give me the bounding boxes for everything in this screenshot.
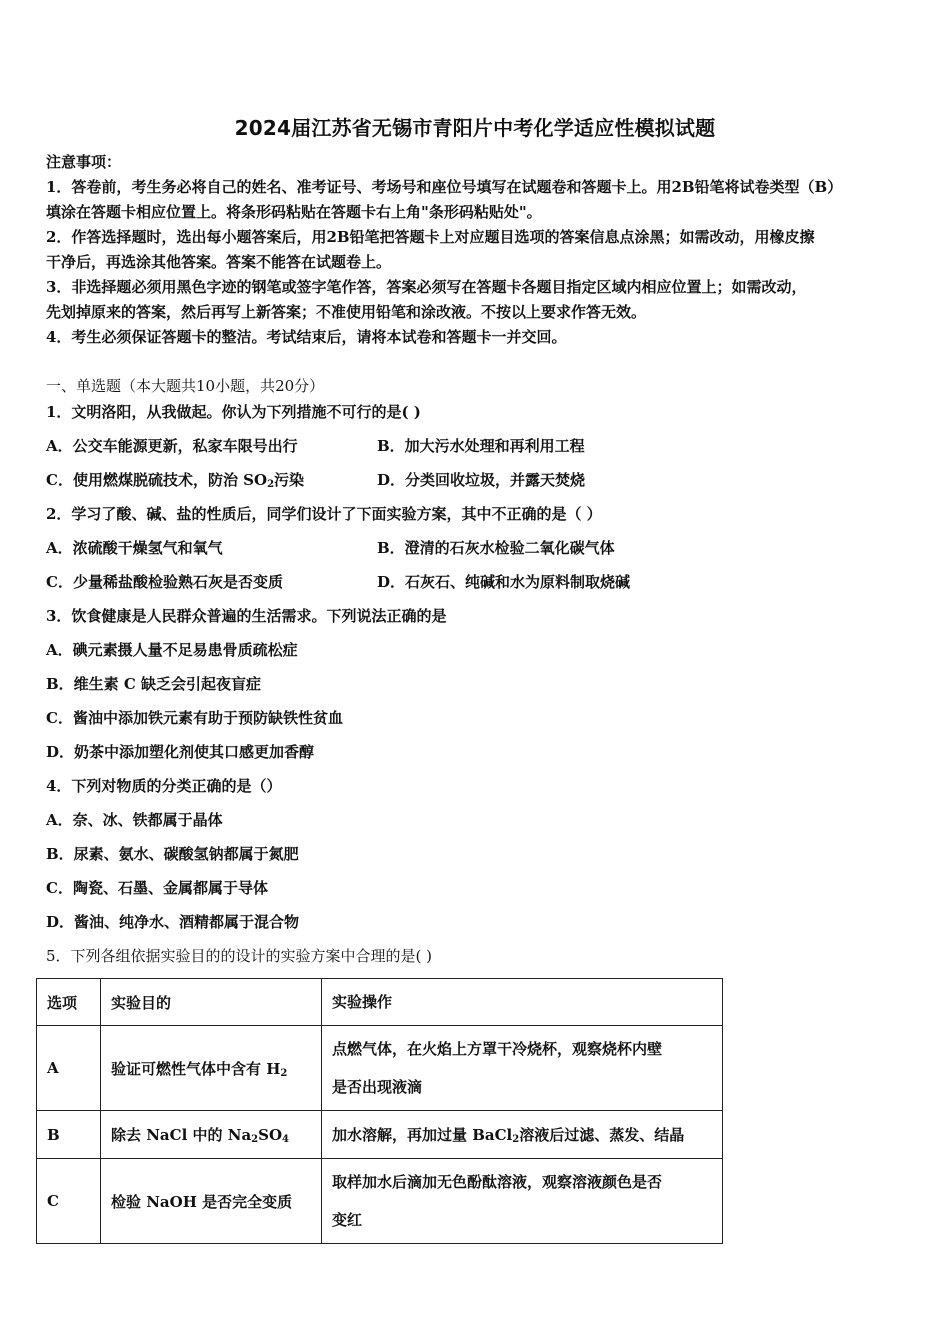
option-b: B．尿素、氨水、碳酸氢钠都属于氮肥	[46, 845, 299, 863]
option-c: C．酱油中添加铁元素有助于预防缺铁性贫血	[46, 709, 343, 727]
subscript: 2	[280, 1067, 288, 1079]
option-a: A．浓硫酸干燥氢气和氧气	[46, 539, 223, 557]
option-a: A．公交车能源更新，私家车限号出行	[46, 437, 298, 455]
table-row	[37, 1026, 723, 1111]
notice-line: 填涂在答题卡相应位置上。将条形码粘贴在答题卡右上角"条形码粘贴处"。	[46, 203, 542, 221]
operation-text: 加水溶解，再加过量 BaCl	[332, 1125, 513, 1144]
option-c: C．陶瓷、石墨、金属都属于导体	[46, 879, 268, 897]
question-stem: 2．学习了酸、碱、盐的性质后，同学们设计了下面实验方案，其中不正确的是（ ）	[46, 505, 602, 523]
notice-line: 干净后，再选涂其他答案。答案不能答在试题卷上。	[46, 253, 392, 271]
operation-cell	[322, 1111, 723, 1159]
notice-line: 4．考生必须保证答题卡的整洁。考试结束后，请将本试卷和答题卡一并交回。	[46, 328, 567, 346]
notice-line: 2．作答选择题时，选出每小题答案后，用2B铅笔把答题卡上对应题目选项的答案信息点涂黑；如需改动，用橡皮擦	[46, 228, 815, 246]
notice-line: 先划掉原来的答案，然后再写上新答案；不准使用铅笔和涂改液。不按以上要求作答无效。	[46, 303, 647, 321]
purpose-text-mid: SO	[258, 1126, 283, 1144]
option-c-text: C．使用燃煤脱硫技术，防治 SO	[46, 471, 268, 489]
subscript: 4	[282, 1134, 290, 1145]
option-d: D．奶茶中添加塑化剂使其口感更加香醇	[46, 743, 315, 761]
purpose-cell: 检验 NaOH 是否完全变质	[101, 1159, 322, 1244]
purpose-cell	[101, 1111, 322, 1159]
operation-line: 变红	[332, 1211, 363, 1229]
experiment-table	[36, 978, 723, 1244]
table-header-row	[37, 979, 723, 1026]
operation-line: 点燃气体，在火焰上方罩干冷烧杯，观察烧杯内壁	[332, 1040, 663, 1058]
page-title: 2024届江苏省无锡市青阳片中考化学适应性模拟试题	[234, 116, 716, 140]
option-b: B．澄清的石灰水检验二氧化碳气体	[377, 539, 615, 557]
option-cell: A	[37, 1026, 101, 1111]
operation-cell	[322, 1026, 723, 1111]
header-cell: 选项	[37, 979, 101, 1026]
option-d: D．分类回收垃圾，并露天焚烧	[377, 471, 586, 489]
question-stem: 5．下列各组依据实验目的的设计的实验方案中合理的是( )	[46, 947, 433, 965]
option-cell: C	[37, 1159, 101, 1244]
table-row	[37, 1111, 723, 1159]
option-b: B．加大污水处理和再利用工程	[377, 437, 585, 455]
option-d: D．酱油、纯净水、酒精都属于混合物	[46, 913, 300, 931]
option-d: D．石灰石、纯碱和水为原料制取烧碱	[377, 573, 631, 591]
option-c-text-end: 污染	[274, 471, 305, 489]
operation-line: 是否出现液滴	[332, 1078, 423, 1096]
question-stem: 1．文明洛阳，从我做起。你认为下列措施不可行的是( )	[46, 403, 421, 421]
operation-cell	[322, 1159, 723, 1244]
option-b: B．维生素 C 缺乏会引起夜盲症	[46, 675, 262, 693]
table-row	[37, 1159, 723, 1244]
option-a: A．奈、冰、铁都属于晶体	[46, 811, 223, 829]
notice-heading: 注意事项：	[46, 153, 122, 171]
subscript: 2	[267, 479, 275, 490]
purpose-text: 验证可燃性气体中含有 H	[111, 1059, 281, 1078]
option-cell: B	[37, 1111, 101, 1159]
section-heading: 一、单选题（本大题共10小题，共20分）	[46, 377, 325, 395]
operation-line: 取样加水后滴加无色酚酞溶液，观察溶液颜色是否	[332, 1173, 663, 1191]
option-c	[46, 470, 304, 490]
purpose-cell	[101, 1026, 322, 1111]
option-c: C．少量稀盐酸检验熟石灰是否变质	[46, 573, 283, 591]
header-cell: 实验操作	[322, 979, 723, 1026]
option-a: A．碘元素摄人量不足易患骨质疏松症	[46, 641, 298, 659]
subscript: 2	[251, 1134, 259, 1145]
notice-line: 3．非选择题必须用黑色字迹的钢笔或签字笔作答，答案必须写在答题卡各题目指定区域内相应位置上；如需改动，	[46, 278, 807, 296]
notice-line: 1．答卷前，考生务必将自己的姓名、准考证号、考场号和座位号填写在试题卷和答题卡上。用2B铅笔将试卷类型（B）	[46, 178, 843, 196]
question-stem: 4．下列对物质的分类正确的是（）	[46, 777, 282, 795]
subscript: 2	[512, 1133, 520, 1145]
question-stem: 3．饮食健康是人民群众普遍的生活需求。下列说法正确的是	[46, 607, 447, 625]
purpose-text: 除去 NaCl 中的 Na	[111, 1126, 252, 1144]
operation-text-end: 溶液后过滤、蒸发、结晶	[519, 1125, 685, 1144]
header-cell: 实验目的	[101, 979, 322, 1026]
